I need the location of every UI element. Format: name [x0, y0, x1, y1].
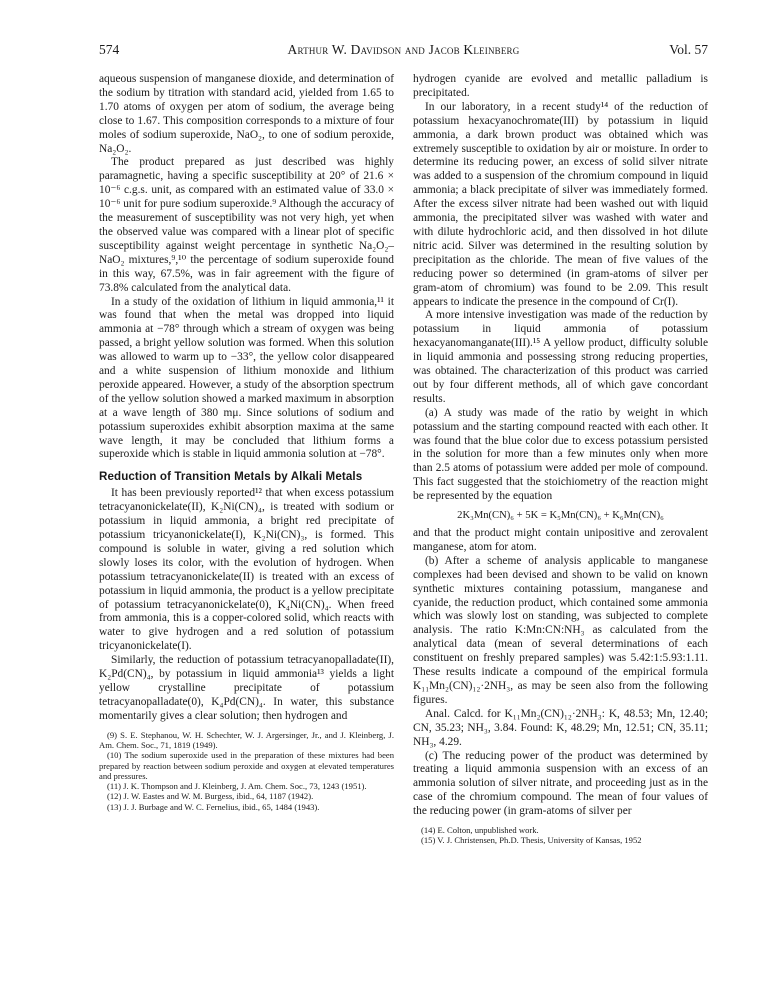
volume-label: Vol. 57 [669, 42, 708, 57]
footnote: (14) E. Colton, unpublished work. [421, 825, 539, 836]
footnote: (15) V. J. Christensen, Ph.D. Thesis, University of Kansas, 1952 [421, 835, 642, 846]
footnote: (12) J. W. Eastes and W. M. Burgess, ibid., 64, 1187 (1942). [107, 791, 314, 802]
right-column [413, 73, 708, 846]
paragraph: The product prepared as just described was highly paramagnetic, having a specific susceptibility at 20° of 21.6 × 10⁻⁶ c.g.s. unit, as compared with an estimated value of 33.0 × 10⁻⁶ unit for pure sodium superoxide.⁹ Although the accuracy of the measurement of susceptibility was not very high, yet when the observed value was compared with a linear plot of specific susceptibility against weight percentage in synthetic Na₂O₂–NaO₂ mixtures,⁹,¹⁰ the percentage of sodium superoxide found in this way, 67.5%, was in fair agreement with the figure of 73.8% calculated from the analytical data. [99, 156, 394, 294]
paragraph: In our laboratory, in a recent study¹⁴ of the reduction of potassium hexacyanochromate(III) by potassium in liquid ammonia, a dark brown product was obtained which was extremely susceptible to oxidation by air or moisture. In order to determine its reducing power, an excess of solid silver nitrate was added to a suspension of the chromium compound in liquid ammonia; a black precipitate of silver was immediately formed. After the excess silver nitrate had been washed out with liquid ammonia, the precipitated silver was washed with water and with dilute hydrochloric acid, and then dissolved in hot dilute nitric acid. Silver was determined in the resulting solution by precipitation as the chloride. The mean of five values of the reducing power so determined (in gram-atoms of silver per gram-atom of chromium) was found to be 2.09. This result appears to indicate the presence in the compound of Cr(I). [413, 100, 708, 308]
footnote: (9) S. E. Stephanou, W. H. Schechter, W. J. Argersinger, Jr., and J. Kleinberg, J. Am. Chem. Soc., 71, 1819 (1949). [99, 729, 394, 750]
paragraph: Similarly, the reduction of potassium tetracyanopalladate(II), K₂Pd(CN)₄, by potassium in liquid ammonia¹³ yields a light yellow crystalline precipitate of potassium tetracyanopalladate(0), K₄Pd(CN)₄. In water, this substance momentarily gives a clear solution; then hydrogen and [99, 654, 394, 722]
footnote: (11) J. K. Thompson and J. Kleinberg, J. Am. Chem. Soc., 73, 1243 (1951). [107, 781, 367, 792]
running-head: Arthur W. Davidson and Jacob Kleinberg [287, 42, 520, 57]
paragraph: It has been previously reported¹² that when excess potassium tetracyanonickelate(II), K₂Ni(CN)₄, is treated with sodium or potassium in liquid ammonia, a bright red precipitate of potassium tricyanonickelate(I), K₂Ni(CN)₃, is formed. This compound is soluble in water, giving a red solution which slowly loses its color, with the evolution of hydrogen. When potassium tetracyanonickelate(II) is treated with an excess of potassium in liquid ammonia, the product is a yellow precipitate of potassium tetracyanonickelate(0), K₄Ni(CN)₄. When freed from ammonia, this is a copper-colored solid, which reacts with water to give hydrogen and a red solution of potassium tricyanonickelate(I). [99, 487, 394, 653]
footnotes [413, 825, 708, 846]
paragraph: aqueous suspension of manganese dioxide, and determination of the sodium by titration with standard acid, yielded from 1.65 to 1.70 atoms of oxygen per atom of sodium, the average being close to 1.67. This composition corresponds to a mixture of four moles of sodium superoxide, NaO₂, to one of sodium peroxide, Na₂O₂. [99, 73, 394, 155]
paragraph: (a) A study was made of the ratio by weight in which potassium and the starting compound reacted with each other. It was found that the blue color due to excess potassium persisted in the solution for more than a few minutes only when more than 2.5 atoms of potassium were added per mole of compound. This fact suggested that the stoichiometry of the reaction might be represented by the equation [413, 406, 708, 503]
left-column [99, 73, 394, 812]
section-heading: Reduction of Transition Metals by Alkali Metals [99, 470, 363, 484]
equation: 2K₃Mn(CN)₆ + 5K = K₅Mn(CN)₆ + K₆Mn(CN)₆ [457, 510, 664, 522]
page-number: 574 [99, 42, 120, 57]
footnotes [99, 730, 394, 812]
paragraph: (b) After a scheme of analysis applicable to manganese complexes had been devised and shown to be valid on known synthetic mixtures containing potassium, manganese and cyanide, the reduction product, which contained some ammonia which was slowly lost on standing, was subjected to complete analysis. The ratio K:Mn:CN:NH₃ as calculated from the analytical data (mean of several determinations of each constituent on freshly prepared samples) was 5.42:1:5.93:1.11. These results indicate a compound of the empirical formula K₁₁Mn₂(CN)₁₂·2NH₃, as may be seen also from the following figures. [413, 554, 708, 706]
paragraph: In a study of the oxidation of lithium in liquid ammonia,¹¹ it was found that when the metal was dropped into liquid ammonia at −78° through which a stream of oxygen was being passed, a bright yellow solution was formed. When this solution was allowed to warm up to −33°, the yellow color disappeared and a white suspension of lithium monoxide and lithium peroxide appeared. However, a study of the absorption spectrum of the yellow solution showed a marked maximum in absorption at a wave length of 380 mμ. Since solutions of sodium and potassium superoxides exhibit absorption maxima at the same wave length, it may be concluded that lithium forms a superoxide which is stable in liquid ammonia solution at −78°. [99, 295, 394, 461]
paragraph: and that the product might contain unipositive and zerovalent manganese, atom for atom. [413, 527, 708, 553]
footnote: (10) The sodium superoxide used in the preparation of these mixtures had been prepared by reaction between sodium peroxide and oxygen at elevated temperatures and pressures. [99, 750, 394, 781]
paragraph: hydrogen cyanide are evolved and metallic palladium is precipitated. [413, 73, 708, 99]
paragraph: (c) The reducing power of the product was determined by treating a liquid ammonia suspension with an excess of an ammonia solution of silver nitrate, and proceeding just as in the case of the chromium compound. The mean of four values of the reducing power (in gram-atoms of silver per [413, 749, 708, 818]
footnote: (13) J. J. Burbage and W. C. Fernelius, ibid., 65, 1484 (1943). [107, 801, 320, 812]
analysis-paragraph: Anal. Calcd. for K₁₁Mn₂(CN)₁₂·2NH₃: K, 48.53; Mn, 12.40; CN, 35.23; NH₃, 3.84. Found: K, 48.29; Mn, 12.51; CN, 35.11; NH₃, 4.29. [413, 707, 708, 748]
paragraph: A more intensive investigation was made of the reduction by potassium in liquid ammonia of potassium hexacyanomanganate(III).¹⁵ A yellow product, difficulty soluble in liquid ammonia and possessing strong reducing properties, was obtained. The characterization of this product was carried out by four different methods, all of which gave concordant results. [413, 309, 708, 405]
